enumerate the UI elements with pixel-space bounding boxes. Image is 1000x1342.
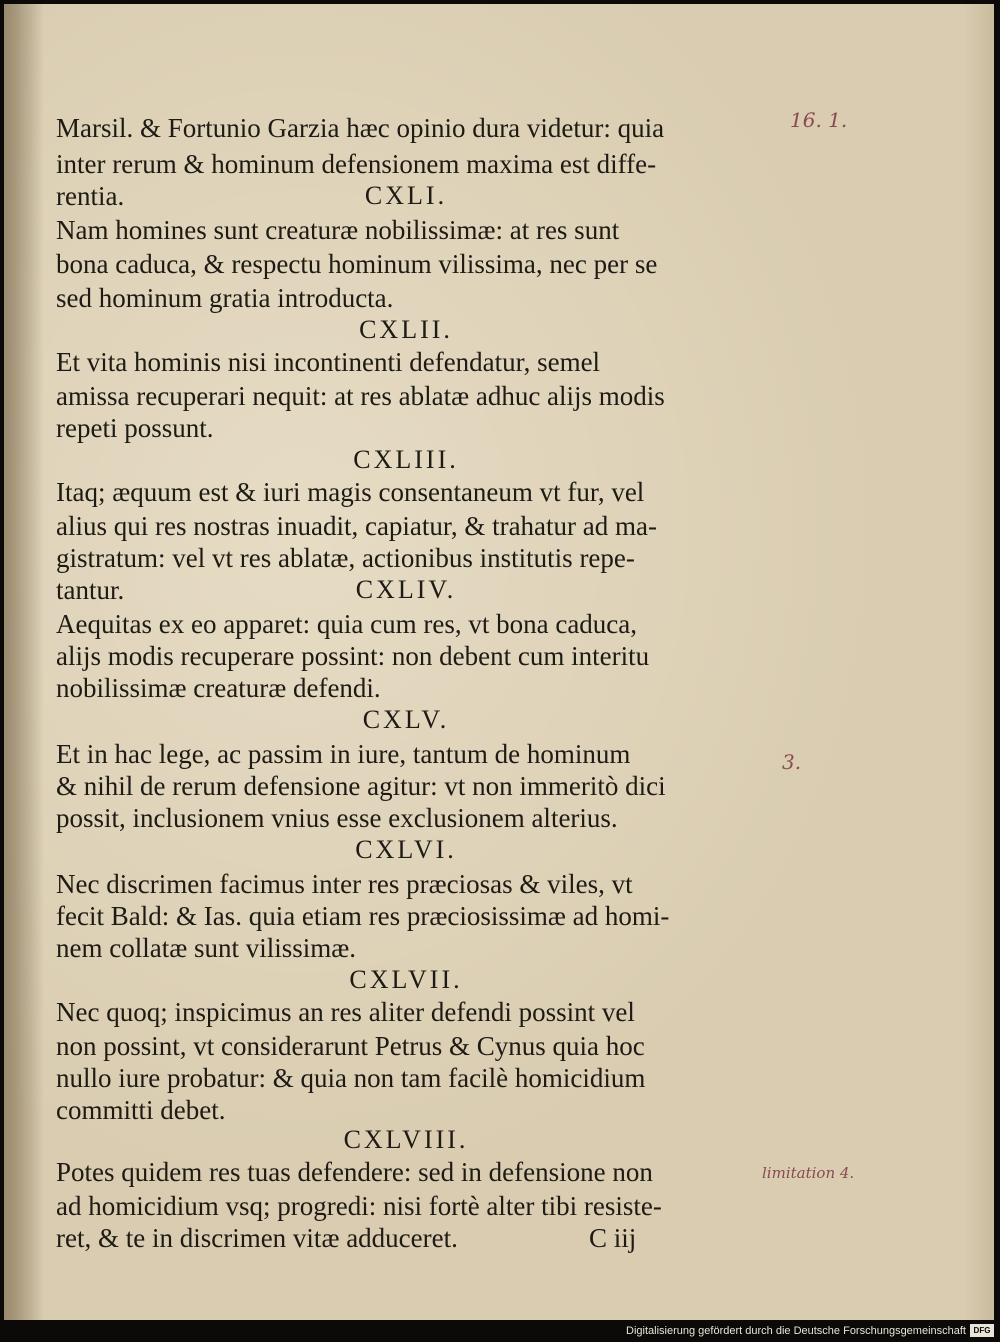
marginal-note: 16. 1. bbox=[790, 108, 848, 132]
text-line: ad homicidium vsq; progredi: nisi fortè alter tibi resiste- bbox=[56, 1191, 662, 1221]
text-line: gistratum: vel vt res ablatæ, actionibus institutis repe- bbox=[56, 543, 635, 573]
page-gutter-shadow bbox=[4, 4, 44, 1320]
text-line: Et vita hominis nisi incontinenti defendatur, semel bbox=[56, 347, 601, 377]
text-line: possit, inclusionem vnius esse exclusionem alterius. bbox=[56, 803, 618, 833]
text-line: nobilissimæ creaturæ defendi. bbox=[56, 673, 381, 703]
text-line: Nec discrimen facimus inter res præciosas & viles, vt bbox=[56, 869, 633, 899]
footer-bar bbox=[0, 1320, 1000, 1342]
text-line: nem collatæ sunt vilissimæ. bbox=[56, 933, 357, 963]
text-line: Nec quoq; inspicimus an res aliter defendi possint vel bbox=[56, 997, 635, 1027]
section-heading: CXLII. bbox=[359, 315, 453, 344]
text-line: bona caduca, & respectu hominum vilissima, nec per se bbox=[56, 249, 658, 279]
section-heading: CXLVI. bbox=[355, 835, 457, 864]
text-line: committi debet. bbox=[56, 1095, 226, 1125]
text-line: alius qui res nostras inuadit, capiatur, & trahatur ad ma- bbox=[56, 511, 657, 541]
dfg-logo: DFG bbox=[970, 1324, 994, 1337]
text-line: Nam homines sunt creaturæ nobilissimæ: at res sunt bbox=[56, 215, 620, 245]
text-line: & nihil de rerum defensione agitur: vt non immeritò dici bbox=[56, 771, 666, 801]
marginal-note: limitation 4. bbox=[762, 1164, 855, 1182]
footer-credit: Digitalisierung gefördert durch die Deutsche Forschungsgemeinschaft bbox=[626, 1325, 966, 1337]
signature-mark: C iij bbox=[589, 1223, 637, 1253]
text-line: Et in hac lege, ac passim in iure, tantum de hominum bbox=[56, 739, 631, 769]
text-line: Marsil. & Fortunio Garzia hæc opinio dura videtur: quia bbox=[56, 113, 665, 143]
book-page bbox=[4, 4, 994, 1320]
text-line: fecit Bald: & Ias. quia etiam res præciosissimæ ad homi- bbox=[56, 901, 670, 931]
section-heading: CXLVII. bbox=[349, 965, 463, 994]
section-heading: CXLIII. bbox=[353, 445, 459, 474]
section-heading: CXLIV. bbox=[355, 575, 457, 604]
text-line: ret, & te in discrimen vitæ adduceret. bbox=[56, 1223, 458, 1253]
text-line: repeti possunt. bbox=[56, 413, 214, 443]
text-line: alijs modis recuperare possint: non debent cum interitu bbox=[56, 641, 650, 671]
section-heading: CXLV. bbox=[362, 705, 450, 734]
text-line: tantur. bbox=[56, 575, 125, 605]
text-line: non possint, vt considerarunt Petrus & Cynus quia hoc bbox=[56, 1031, 645, 1061]
text-line: nullo iure probatur: & quia non tam facilè homicidium bbox=[56, 1063, 646, 1093]
text-line: sed hominum gratia introducta. bbox=[56, 283, 394, 313]
text-line: inter rerum & hominum defensionem maxima est diffe- bbox=[56, 149, 657, 179]
text-line: Itaq; æquum est & iuri magis consentaneum vt fur, vel bbox=[56, 477, 645, 507]
text-line: Aequitas ex eo apparet: quia cum res, vt bona caduca, bbox=[56, 609, 638, 639]
section-heading: CXLI. bbox=[364, 181, 448, 210]
marginal-note: 3. bbox=[782, 750, 802, 774]
text-line: Potes quidem res tuas defendere: sed in defensione non bbox=[56, 1157, 653, 1187]
section-heading: CXLVIII. bbox=[343, 1125, 469, 1154]
text-line: amissa recuperari nequit: at res ablatæ adhuc alijs modis bbox=[56, 381, 665, 411]
text-line: rentia. bbox=[56, 181, 125, 211]
